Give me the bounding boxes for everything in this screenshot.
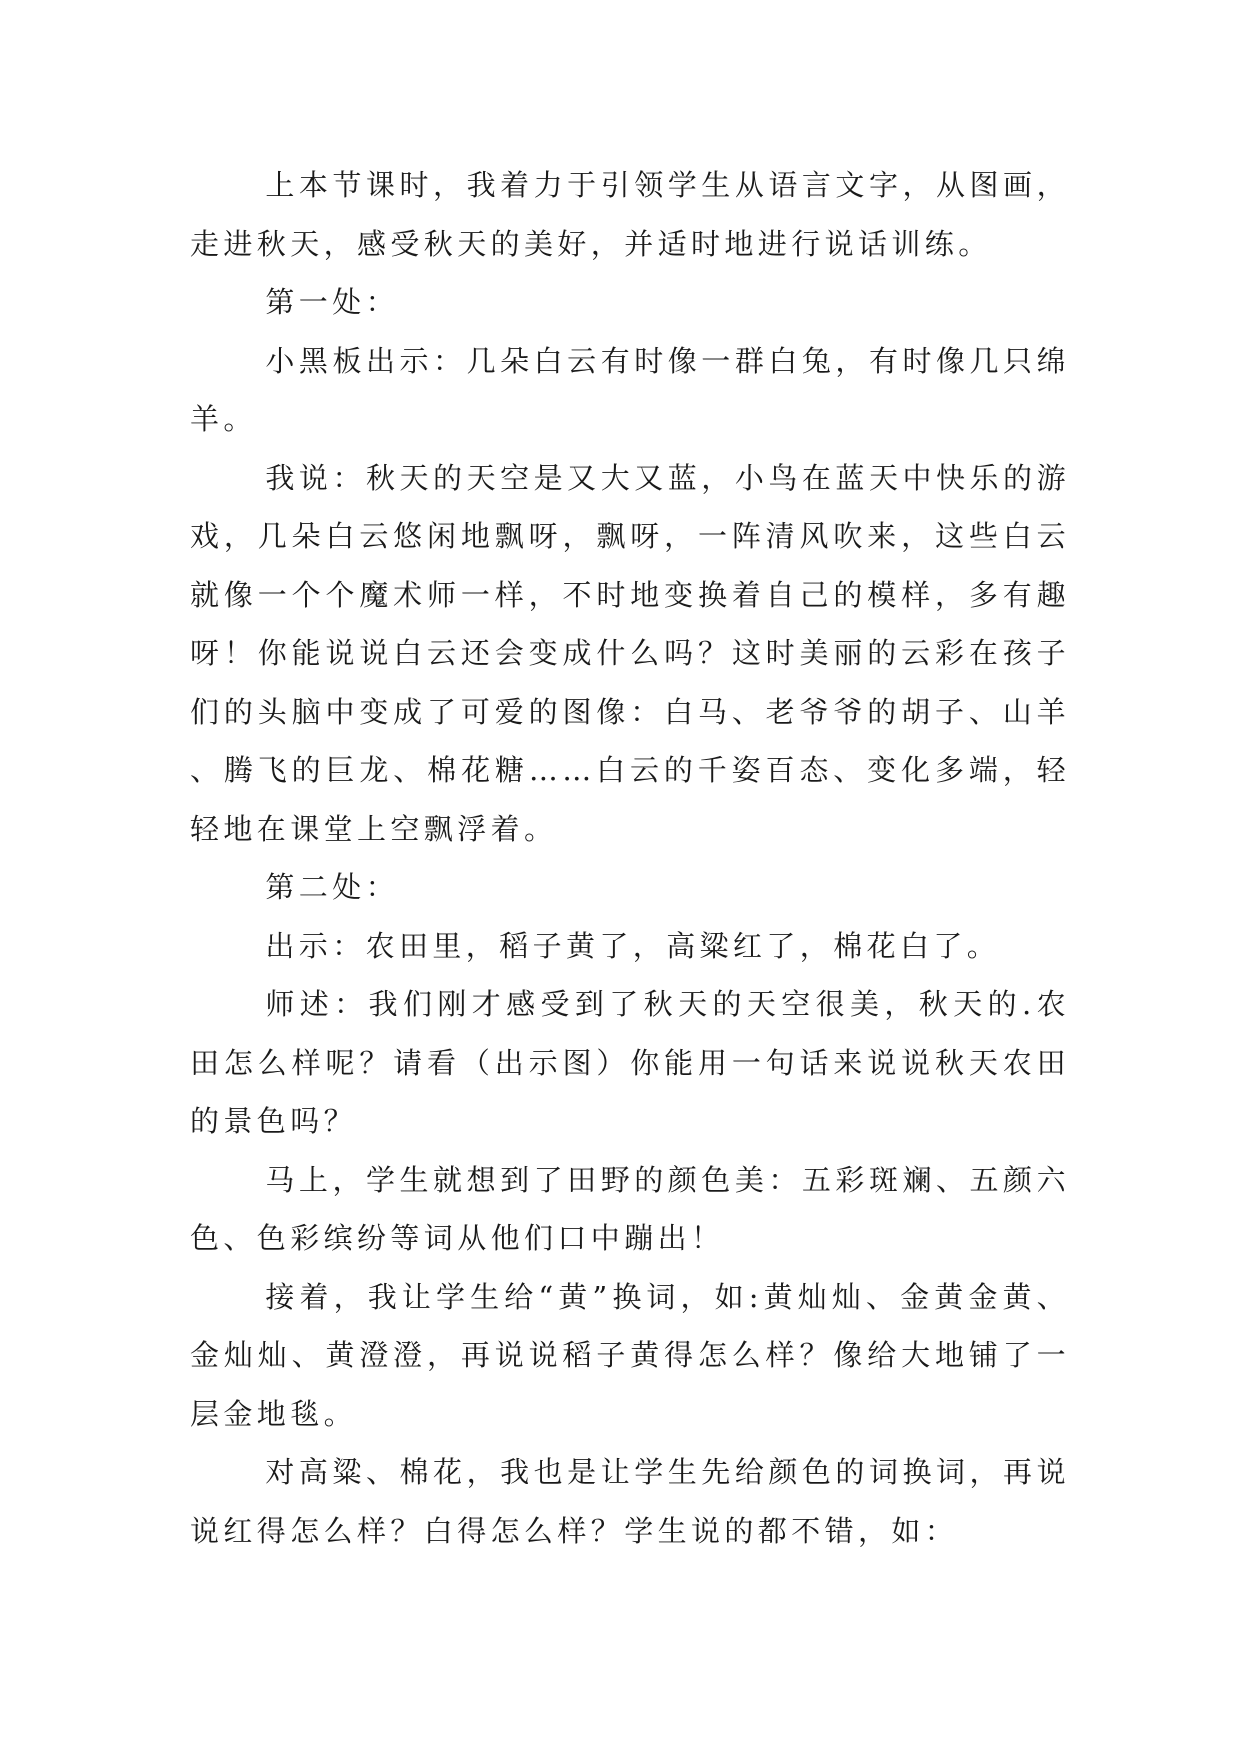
- paragraph-farmland-display: 出示：农田里，稻子黄了，高粱红了，棉花白了。: [265, 928, 1001, 963]
- paragraph-teacher-clouds: 我说：秋天的天空是又大又蓝，小鸟在蓝天中快乐的游戏，几朵白云悠闲地飘呀，飘呀，一阵清风吹来，这些白云就像一个个魔术师一样，不时地变换着自己的模样，多有趣呀！你能说说白云还会变成什么吗？这时美丽的云彩在孩子们的头脑中变成了可爱的图像：白马、老爷爷的胡子、山羊、腾飞的巨龙、棉花糖……白云的千姿百态、变化多端，轻轻地在课堂上空飘浮着。: [190, 460, 1070, 846]
- paragraph-student-colors: 马上，学生就想到了田野的颜色美：五彩斑斓、五颜六色、色彩缤纷等词从他们口中蹦出！: [190, 1162, 1070, 1255]
- paragraph-teacher-farmland: 师述：我们刚才感受到了秋天的天空很美，秋天的.农田怎么样呢？请看（出示图）你能用一句话来说说秋天农田的景色吗？: [190, 987, 1070, 1138]
- paragraph-yellow-words: 接着，我让学生给“黄”换词，如:黄灿灿、金黄金黄、金灿灿、黄澄澄，再说说稻子黄得怎么样？像给大地铺了一层金地毯。: [190, 1279, 1070, 1431]
- paragraph-blackboard-display: 小黑板出示：几朵白云有时像一群白兔，有时像几只绵羊。: [190, 343, 1070, 436]
- paragraph-intro: 上本节课时，我着力于引领学生从语言文字，从图画，走进秋天，感受秋天的美好，并适时地进行说话训练。: [190, 168, 1070, 261]
- document-body: [190, 156, 1070, 1560]
- paragraph-heading-second: 第二处：: [265, 870, 399, 904]
- paragraph-heading-first: 第一处：: [265, 285, 399, 319]
- paragraph-sorghum-cotton: 对高粱、棉花，我也是让学生先给颜色的词换词，再说说红得怎么样？白得怎么样？学生说的都不错，如：: [190, 1455, 1070, 1548]
